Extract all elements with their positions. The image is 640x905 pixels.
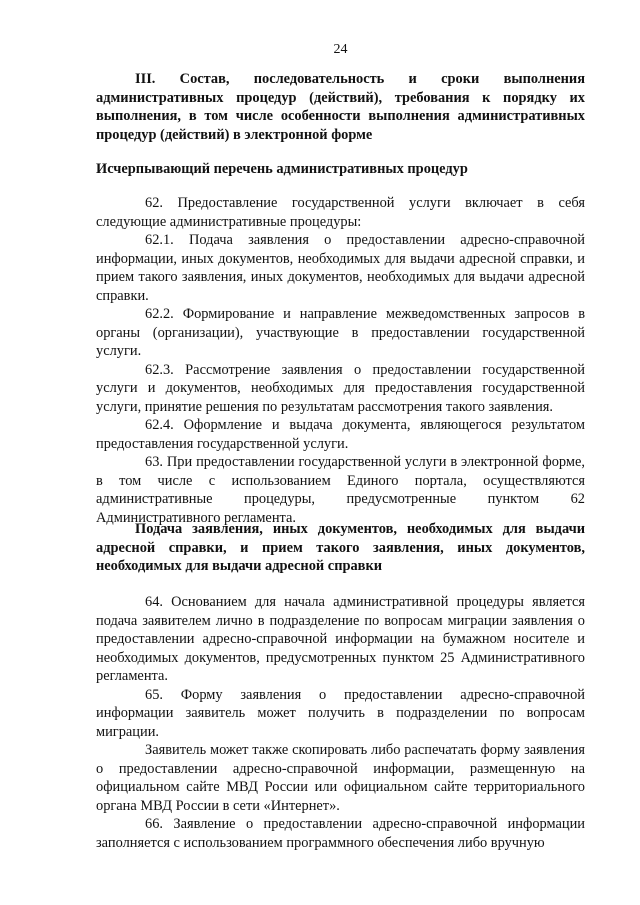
paragraph-64: 64. Основанием для начала административной процедуры является подача заявителем лично в подразделение по вопросам миграции заявления о предоставлении адресно-справочной информации на бумажном носителе и необходимых документов, предусмотренных пунктом 25 Административного регламента.: [96, 594, 585, 684]
subheading-procedures-list: Исчерпывающий перечень административных процедур: [96, 161, 468, 177]
section-heading: III. Состав, последовательность и сроки выполнения административных процедур (действий), требования к порядку их выполнения, в том числе особенности выполнения административных процедур (действий) в электронной форме: [96, 71, 585, 143]
paragraph-62-4: 62.4. Оформление и выдача документа, являющегося результатом предоставления государственной услуги.: [96, 417, 585, 452]
paragraph-65-continued: Заявитель может также скопировать либо распечатать форму заявления о предоставлении адресно-справочной информации, размещенную на официальном сайте МВД России или официальном сайте территориального органа МВД России в сети «Интернет».: [96, 742, 585, 814]
paragraph-62-1: 62.1. Подача заявления о предоставлении адресно-справочной информации, иных документов, необходимых для выдачи адресной справки, и прием такого заявления, иных документов, необходимых для выдачи адресной справки.: [96, 232, 585, 304]
paragraph-62-3: 62.3. Рассмотрение заявления о предоставлении государственной услуги и документов, необходимых для предоставления государственной услуги, принятие решения по результатам рассмотрения такого заявления.: [96, 361, 585, 415]
paragraphs-block-2: [96, 593, 585, 852]
paragraphs-block-1: [96, 194, 585, 527]
paragraph-62: 62. Предоставление государственной услуги включает в себя следующие административные процедуры:: [96, 195, 585, 230]
paragraph-62-2: 62.2. Формирование и направление межведомственных запросов в органы (организации), участвующие в предоставлении государственной услуги.: [96, 306, 585, 359]
page-number: 24: [333, 42, 348, 57]
paragraph-63: 63. При предоставлении государственной услуги в электронной форме, в том числе с использованием Единого портала, осуществляются административные процедуры, предусмотренные пунктом 62 Административного регламента.: [96, 454, 585, 526]
subheading-application-submission: Подача заявления, иных документов, необходимых для выдачи адресной справки, и прием такого заявления, иных документов, необходимых для выдачи адресной справки: [96, 521, 585, 574]
paragraph-66: 66. Заявление о предоставлении адресно-справочной информации заполняется с использованием программного обеспечения либо вручную: [96, 816, 585, 851]
paragraph-65: 65. Форму заявления о предоставлении адресно-справочной информации заявитель может получить в подразделении по вопросам миграции.: [96, 686, 585, 740]
